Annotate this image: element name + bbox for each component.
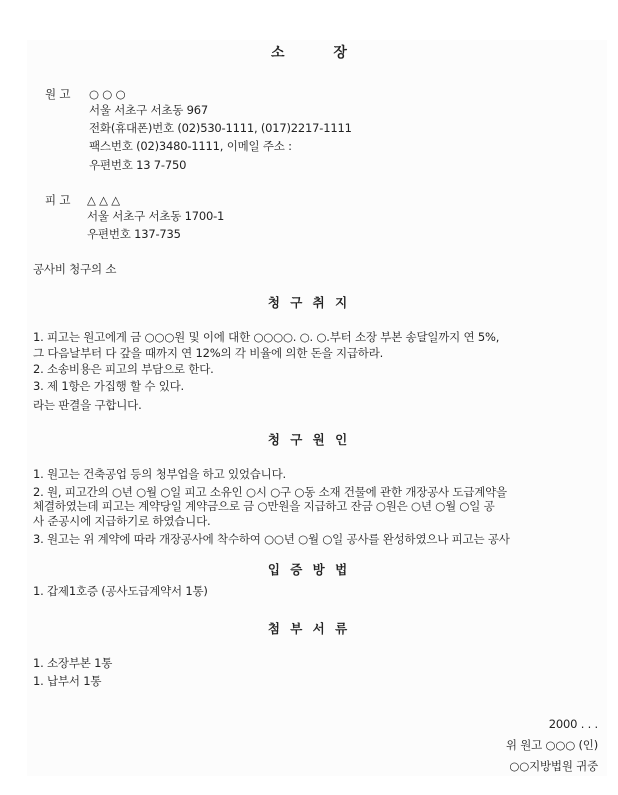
claim-cause-item: 2. 원, 피고간의 ○년 ○월 ○일 피고 소유인 ○시 ○구 ○동 소재 건물에 관한 개장공사 도급계약을 [33, 485, 507, 499]
claim-purpose-item: 그 다음날부터 다 갚을 때까지 연 12%의 각 비율에 의한 돈을 지급하라. [33, 346, 384, 360]
plaintiff-zip: 우편번호 13 7-750 [89, 158, 187, 172]
claim-purpose-heading: 청 구 취 지 [267, 295, 351, 310]
evidence-heading: 입 증 방 법 [267, 562, 351, 577]
document-title: 소 장 [271, 45, 347, 61]
claim-purpose-item: 라는 판결을 구합니다. [33, 398, 142, 412]
claim-cause-item: 사 준공시에 지급하기로 하였습니다. [33, 514, 211, 528]
plaintiff-address: 서울 서초구 서초동 967 [89, 103, 208, 117]
claim-cause-item: 3. 원고는 위 계약에 따라 개장공사에 착수하여 ○○년 ○월 ○일 공사를 완성하였으나 피고는 공사 [33, 532, 510, 546]
defendant-name: △ △ △ [87, 193, 120, 207]
plaintiff-fax: 팩스번호 (02)3480-1111, 이메일 주소 : [89, 139, 292, 153]
claim-purpose-item: 2. 소송비용은 피고의 부담으로 한다. [33, 362, 214, 376]
attachment-item: 1. 납부서 1통 [33, 674, 102, 688]
plaintiff-label: 원 고 [45, 87, 71, 101]
plaintiff-signature: 위 원고 ○○○ (인) [505, 738, 598, 752]
claim-cause-heading: 청 구 원 인 [267, 432, 351, 447]
plaintiff-phone: 전화(휴대폰)번호 (02)530-1111, (017)2217-1111 [89, 121, 352, 135]
filing-date: 2000 . . . [548, 717, 598, 731]
defendant-zip: 우편번호 137-735 [87, 227, 181, 241]
attachments-heading: 첨 부 서 류 [267, 621, 351, 636]
defendant-address: 서울 서초구 서초동 1700-1 [87, 209, 225, 223]
court-addressee: ○○지방법원 귀중 [509, 759, 598, 773]
claim-cause-item: 체결하였는데 피고는 계약당일 계약금으로 금 ○만원을 지급하고 잔금 ○원은 ○년 ○월 ○일 공 [33, 499, 495, 513]
plaintiff-name: ○ ○ ○ [89, 87, 126, 101]
defendant-label: 피 고 [45, 193, 71, 207]
claim-purpose-item: 3. 제 1항은 가집행 할 수 있다. [33, 379, 184, 393]
claim-purpose-item: 1. 피고는 원고에게 금 ○○○원 및 이에 대한 ○○○○. ○. ○.부터 소장 부본 송달일까지 연 5%, [33, 330, 500, 344]
case-name: 공사비 청구의 소 [33, 262, 117, 276]
evidence-item: 1. 갑제1호증 (공사도급계약서 1통) [33, 584, 208, 598]
claim-cause-item: 1. 원고는 건축공업 등의 청부업을 하고 있었습니다. [33, 467, 286, 481]
attachment-item: 1. 소장부본 1통 [33, 656, 113, 670]
